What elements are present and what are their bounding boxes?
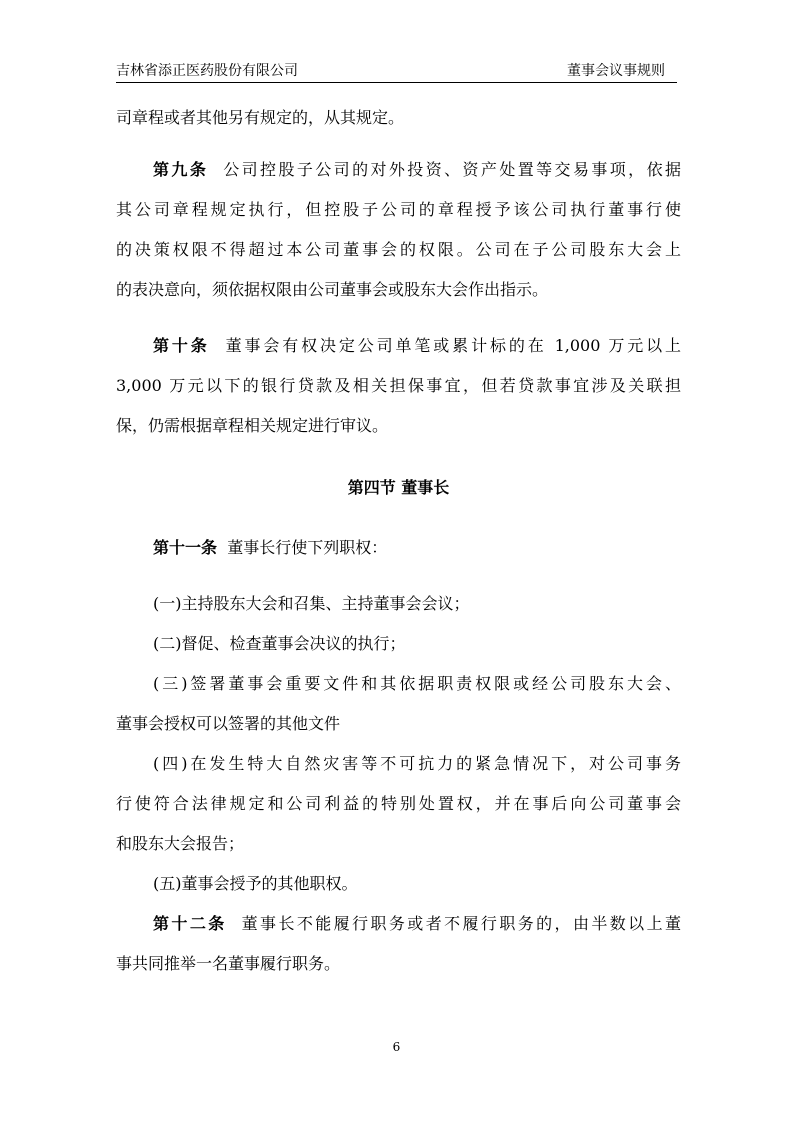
- article-11-line-1: [153, 537, 387, 559]
- article-10-line-1: [153, 335, 681, 357]
- list-item-5: (五)董事会授予的其他职权。: [153, 874, 358, 893]
- article-12-line-1: [153, 913, 681, 935]
- article-10-text: 董事会有权决定公司单笔或累计标的在 1,000 万元以上: [225, 336, 681, 355]
- article-12-line-2: 事共同推举一名董事履行职务。: [116, 954, 341, 973]
- intro-line: 司章程或者其他另有规定的，从其规定。: [116, 108, 405, 127]
- article-10-line-2: 3,000 万元以下的银行贷款及相关担保事宜，但若贷款事宜涉及关联担: [116, 376, 681, 395]
- list-item-3-line-2: 董事会授权可以签署的其他文件: [116, 714, 341, 733]
- page-number: 6: [392, 1040, 401, 1054]
- list-item-1: (一)主持股东大会和召集、主持董事会会议；: [153, 594, 470, 613]
- list-item-2: (二)督促、检查董事会决议的执行；: [153, 634, 406, 653]
- list-item-4-line-2: 行使符合法律规定和公司利益的特别处置权，并在事后向公司董事会: [116, 794, 681, 813]
- header-document-title: 董事会议事规则: [567, 63, 665, 79]
- article-11-label: 第十一条: [153, 538, 218, 557]
- article-10-label: 第十条: [153, 336, 210, 355]
- article-9-line-2: 其公司章程规定执行，但控股子公司的章程授予该公司执行董事行使: [116, 200, 681, 219]
- article-12-text: 董事长不能履行职务或者不履行职务的，由半数以上董: [241, 914, 681, 933]
- list-item-4-line-1: (四)在发生特大自然灾害等不可抗力的紧急情况下，对公司事务: [153, 754, 681, 773]
- list-item-3-line-1: (三)签署董事会重要文件和其依据职责权限或经公司股东大会、: [153, 674, 681, 693]
- article-10-line-3: 保，仍需根据章程相关规定进行审议。: [116, 416, 389, 435]
- page-header: [116, 54, 677, 83]
- article-9-label: 第九条: [153, 160, 209, 179]
- article-11-text: 董事长行使下列职权：: [227, 538, 388, 557]
- section-heading: 第四节 董事长: [347, 478, 450, 497]
- article-9-text: 公司控股子公司的对外投资、资产处置等交易事项，依据: [223, 160, 681, 179]
- header-company-name: 吉林省添正医药股份有限公司: [116, 63, 298, 79]
- article-9-line-1: [153, 159, 681, 181]
- article-12-label: 第十二条: [153, 914, 227, 933]
- article-9-line-4: 的表决意向，须依据权限由公司董事会或股东大会作出指示。: [116, 280, 549, 299]
- article-9-line-3: 的决策权限不得超过本公司董事会的权限。公司在子公司股东大会上: [116, 240, 681, 259]
- list-item-4-line-3: 和股东大会报告；: [116, 834, 245, 853]
